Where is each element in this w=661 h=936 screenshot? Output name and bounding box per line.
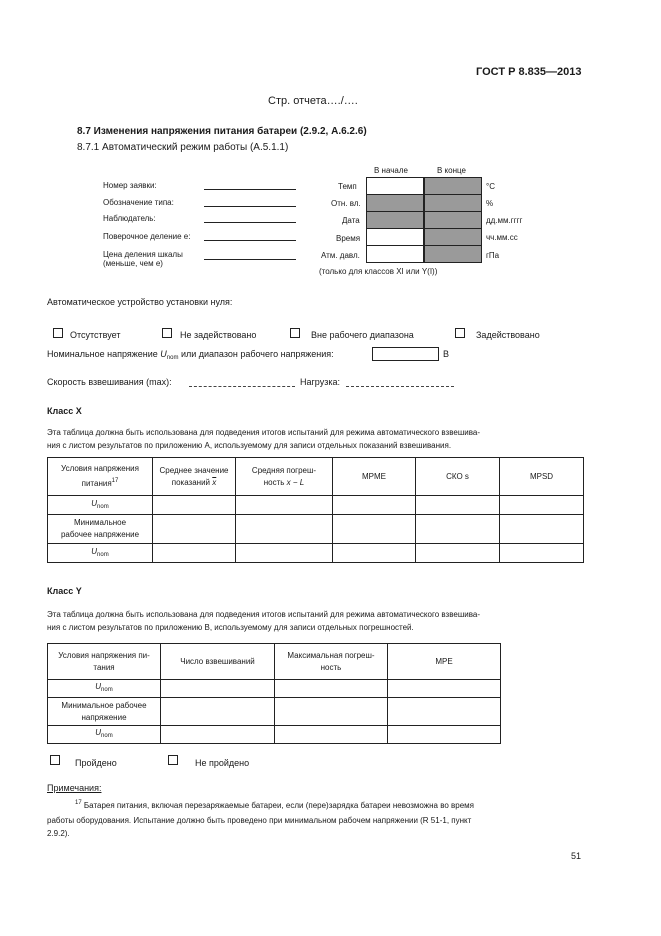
footnote-line-3: 2.9.2). xyxy=(47,829,70,838)
class-y-description-1: Эта таблица должна быть использована для подведения итогов испытаний для режима автоматического взвешива- xyxy=(47,610,480,619)
unit-time: чч.мм.сс xyxy=(486,233,518,242)
row-temp-label: Темп xyxy=(338,182,357,191)
time-start-cell[interactable] xyxy=(366,228,424,246)
application-number-field[interactable] xyxy=(204,189,296,190)
checkbox-absent[interactable] xyxy=(53,328,63,338)
col-mean-error: Средняя погреш- ность x − L xyxy=(236,458,333,496)
time-end-cell[interactable] xyxy=(424,228,482,246)
speed-label: Скорость взвешивания (max): xyxy=(47,377,172,387)
cell[interactable] xyxy=(236,544,333,563)
voltage-label: Номинальное напряжение $U_{nom}$ или диапазон рабочего напряжения: xyxy=(47,349,334,361)
standard-code: ГОСТ Р 8.835—2013 xyxy=(476,66,582,78)
type-designation-field[interactable] xyxy=(204,206,296,207)
unit-pressure: гПа xyxy=(486,251,500,260)
class-y-table xyxy=(47,643,501,744)
label-type-designation: Обозначение типа: xyxy=(103,198,174,207)
row-unom-label: $U_{nom}$ xyxy=(48,726,161,744)
cell[interactable] xyxy=(500,515,584,544)
cell[interactable] xyxy=(416,496,500,515)
class-x-table xyxy=(47,457,584,563)
zero-device-label: Автоматическое устройство установки нуля: xyxy=(47,297,233,307)
cell[interactable] xyxy=(161,698,275,726)
unit-date: дд.мм.гггг xyxy=(486,216,523,225)
section-title: 8.7 Изменения напряжения питания батареи (2.9.2, А.6.2.6) xyxy=(77,126,367,137)
table-row xyxy=(48,680,501,698)
row-date-label: Дата xyxy=(342,216,360,225)
verification-interval-field[interactable] xyxy=(204,240,296,241)
col-mpme: MPME xyxy=(333,458,416,496)
cell[interactable] xyxy=(236,496,333,515)
cell[interactable] xyxy=(333,496,416,515)
col-start-header: В начале xyxy=(374,166,408,175)
option-not-engaged-label: Не задействовано xyxy=(180,330,257,340)
page-number: 51 xyxy=(571,851,582,861)
load-field[interactable] xyxy=(346,386,454,387)
row-humidity-label: Отн. вл. xyxy=(331,199,361,208)
col-end-header: В конце xyxy=(437,166,466,175)
cell[interactable] xyxy=(236,515,333,544)
col-voltage-conditions: Условия напряжения пи- тания xyxy=(48,644,161,680)
checkbox-failed[interactable] xyxy=(168,755,178,765)
table-row xyxy=(48,544,584,563)
col-voltage-conditions: Условия напряжения питания$^{17}$ xyxy=(48,458,153,496)
row-time-label: Время xyxy=(336,234,361,243)
col-mpsd: MPSD xyxy=(500,458,584,496)
cell[interactable] xyxy=(416,515,500,544)
checkbox-passed[interactable] xyxy=(50,755,60,765)
row-unom-label: $U_{nom}$ xyxy=(48,680,161,698)
option-engaged-label: Задействовано xyxy=(476,330,540,340)
row-unom-label: $U_{nom}$ xyxy=(48,496,153,515)
date-start-cell[interactable] xyxy=(366,211,424,229)
cell[interactable] xyxy=(388,680,501,698)
cell[interactable] xyxy=(153,544,236,563)
pressure-end-cell[interactable] xyxy=(424,245,482,263)
cell[interactable] xyxy=(388,698,501,726)
date-end-cell[interactable] xyxy=(424,211,482,229)
cell[interactable] xyxy=(416,544,500,563)
humidity-end-cell[interactable] xyxy=(424,194,482,212)
unit-temp: °C xyxy=(486,182,495,191)
temp-end-cell[interactable] xyxy=(424,177,482,195)
label-verification-interval: Поверочное деление e: xyxy=(103,232,191,241)
cell[interactable] xyxy=(333,544,416,563)
humidity-start-cell[interactable] xyxy=(366,194,424,212)
cell[interactable] xyxy=(333,515,416,544)
row-unom-label: $U_{nom}$ xyxy=(48,544,153,563)
cell[interactable] xyxy=(153,515,236,544)
cell[interactable] xyxy=(161,726,275,744)
class-y-title: Класс Y xyxy=(47,586,82,596)
cell[interactable] xyxy=(275,726,388,744)
class-x-description-2: ния с листом результатов по приложению А, используемому для записи отдельных показаний взвешивания. xyxy=(47,441,452,450)
cell[interactable] xyxy=(275,680,388,698)
footnote-line-1: $^{17}$ Батарея питания, включая перезаряжаемые батареи, если (пере)зарядка батареи невозможна во время xyxy=(75,800,474,810)
load-label: Нагрузка: xyxy=(300,377,340,387)
temp-start-cell[interactable] xyxy=(366,177,424,195)
table-row xyxy=(48,698,501,726)
option-absent-label: Отсутствует xyxy=(70,330,121,340)
voltage-input[interactable] xyxy=(372,347,439,361)
speed-field[interactable] xyxy=(189,386,295,387)
class-x-title: Класс X xyxy=(47,406,82,416)
voltage-unit: В xyxy=(443,349,450,359)
row-pressure-label: Атм. давл. xyxy=(321,251,360,260)
observer-field[interactable] xyxy=(204,222,296,223)
row-min-voltage-label: Минимальное рабочее напряжение xyxy=(48,698,161,726)
report-page-ref: Стр. отчета…./…. xyxy=(268,95,358,107)
table-row xyxy=(48,515,584,544)
checkbox-not-engaged[interactable] xyxy=(162,328,172,338)
col-std-dev: СКО s xyxy=(416,458,500,496)
cell[interactable] xyxy=(500,496,584,515)
footnote-line-2: работы оборудования. Испытание должно быть проведено при минимальном рабочем напряжении (R 51-1, пункт xyxy=(47,816,472,825)
scale-interval-field[interactable] xyxy=(204,259,296,260)
unit-humidity: % xyxy=(486,199,494,208)
notes-title: Примечания: xyxy=(47,783,102,793)
cell[interactable] xyxy=(388,726,501,744)
subsection-title: 8.7.1 Автоматический режим работы (А.5.1.1) xyxy=(77,142,289,153)
label-scale-interval: Цена деления шкалы xyxy=(103,250,183,259)
label-observer: Наблюдатель: xyxy=(103,214,156,223)
table-row xyxy=(48,726,501,744)
label-scale-interval-note: (меньше, чем e) xyxy=(103,259,163,268)
cell[interactable] xyxy=(500,544,584,563)
pressure-note: (только для классов XI или Y(I)) xyxy=(319,267,438,276)
cell[interactable] xyxy=(153,496,236,515)
failed-label: Не пройдено xyxy=(195,758,250,768)
class-y-description-2: ния с листом результатов по приложению В, используемому для записи отдельных погрешностей. xyxy=(47,623,414,632)
label-application-number: Номер заявки: xyxy=(103,181,157,190)
row-min-voltage-label: Минимальное рабочее напряжение xyxy=(48,515,153,544)
col-max-error: Максимальная погреш- ность xyxy=(275,644,388,680)
cell[interactable] xyxy=(161,680,275,698)
col-weighings-count: Число взвешиваний xyxy=(161,644,275,680)
option-out-of-range-label: Вне рабочего диапазона xyxy=(311,330,414,340)
table-row xyxy=(48,496,584,515)
checkbox-engaged[interactable] xyxy=(455,328,465,338)
passed-label: Пройдено xyxy=(75,758,117,768)
class-x-description-1: Эта таблица должна быть использована для подведения итогов испытаний для режима автоматического взвешива- xyxy=(47,428,480,437)
pressure-start-cell[interactable] xyxy=(366,245,424,263)
cell[interactable] xyxy=(275,698,388,726)
col-mean-indication: Среднее значение показаний $\overline{x}$ xyxy=(153,458,236,496)
checkbox-out-of-range[interactable] xyxy=(290,328,300,338)
col-mpe: MPE xyxy=(388,644,501,680)
